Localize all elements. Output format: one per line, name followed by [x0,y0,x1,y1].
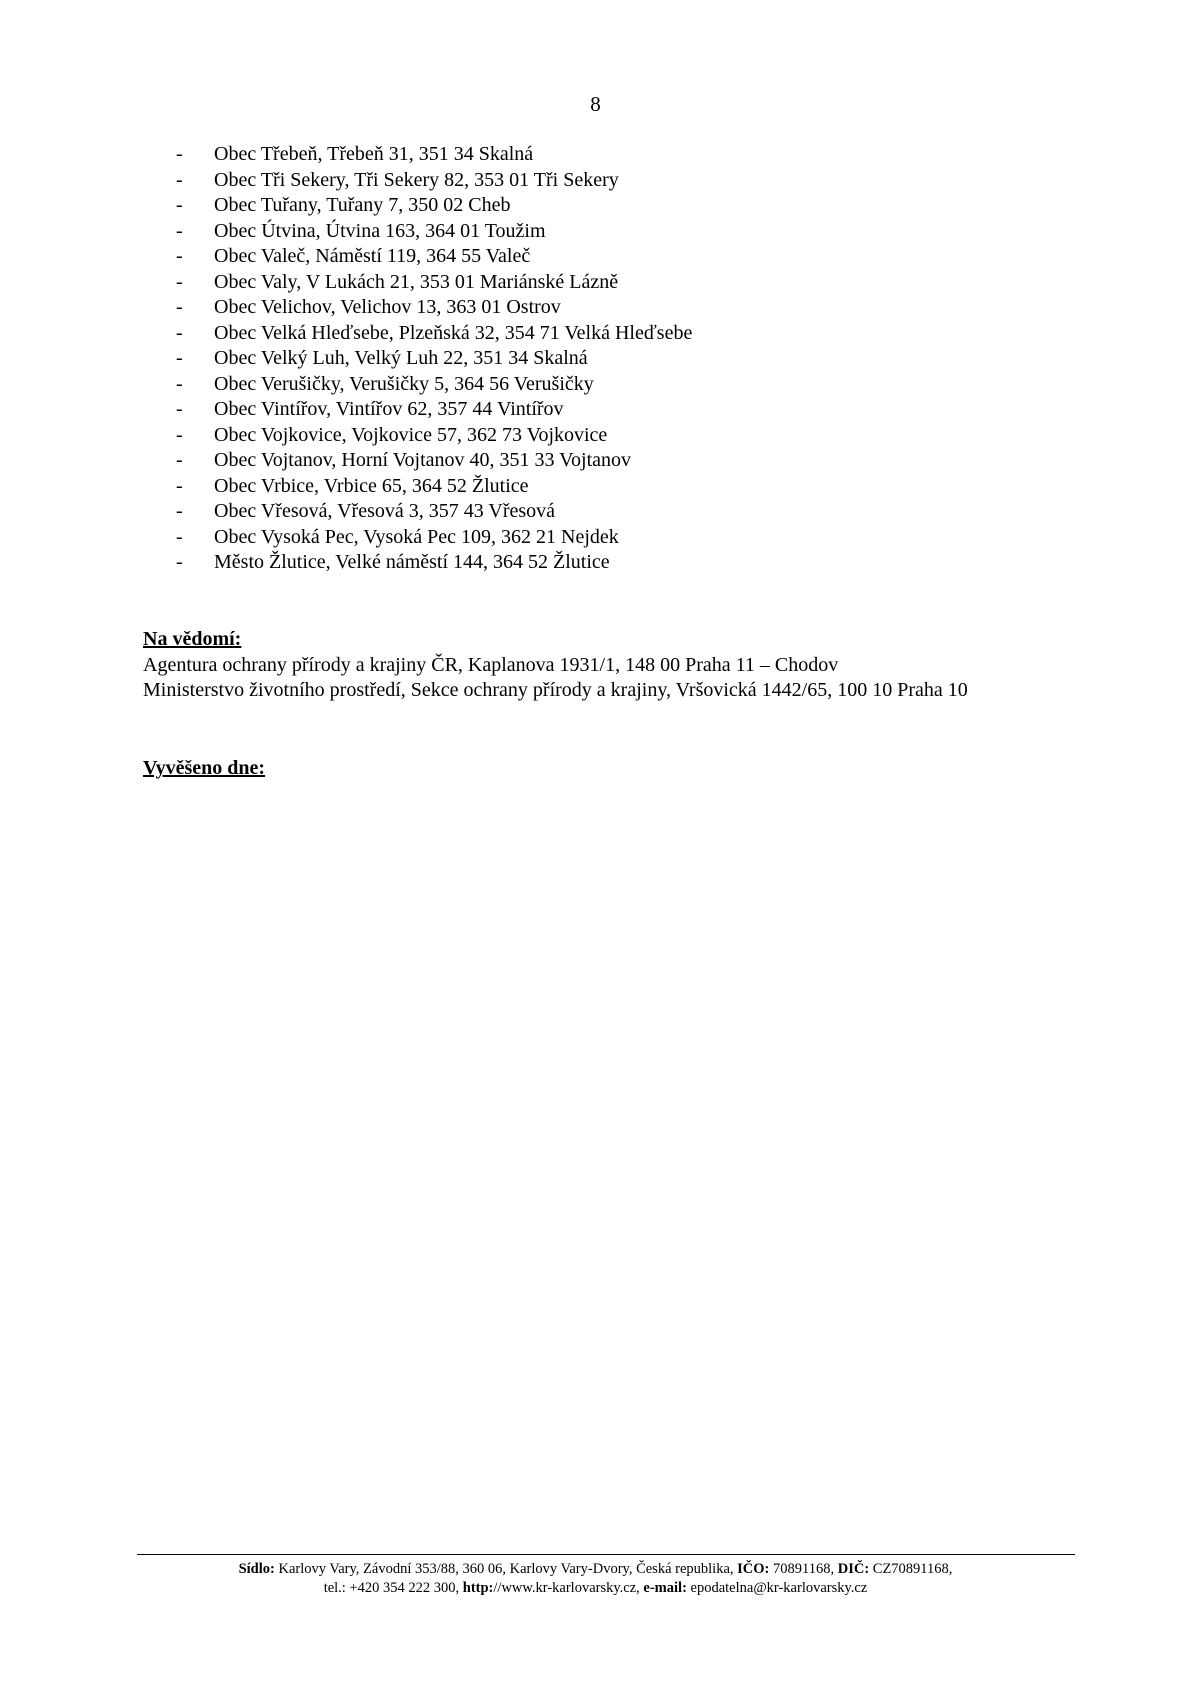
na-vedomi-heading: Na vědomí: [143,628,242,650]
list-item [176,448,692,474]
na-vedomi-line: Ministerstvo životního prostředí, Sekce ochrany přírody a krajiny, Vršovická 1442/65, 100 10 Praha 10 [143,679,968,701]
na-vedomi-section [143,627,968,704]
sidlo-text: Karlovy Vary, Závodní 353/88, 360 06, Karlovy Vary-Dvory, Česká republika, [274,1561,738,1577]
list-dash: - [176,398,183,420]
list-item [176,499,692,525]
email-label: e-mail: [643,1580,687,1596]
list-dash: - [176,474,183,497]
list-item [176,346,692,372]
recipient-list [176,142,692,576]
list-item [176,423,692,449]
list-dash: - [176,449,183,471]
vyveseno-section [143,756,265,782]
recipient-address: Obec Útvina, Útvina 163, 364 01 Toužim [214,219,546,242]
list-item [176,142,692,168]
list-dash: - [176,245,183,267]
list-item [176,244,692,270]
dic-label: DIČ: [837,1561,870,1577]
recipient-address: Obec Verušičky, Verušičky 5, 364 56 Verušičky [214,372,594,395]
list-dash: - [176,219,183,242]
list-dash: - [176,525,183,548]
list-dash: - [176,551,183,573]
recipient-address: Obec Vojkovice, Vojkovice 57, 362 73 Vojkovice [214,423,608,446]
list-item [176,168,692,194]
list-dash: - [176,143,183,165]
dic-value: CZ70891168, [869,1561,953,1577]
list-item [176,295,692,321]
recipient-address: Obec Vysoká Pec, Vysoká Pec 109, 362 21 Nejdek [214,525,619,548]
list-item [176,321,692,347]
sidlo-label: Sídlo: [238,1561,275,1577]
list-item [176,270,692,296]
list-item [176,550,692,576]
list-dash: - [176,194,183,216]
list-item [176,474,692,500]
tel-text: tel.: +420 354 222 300, [323,1580,463,1596]
footer-line-1 [0,1560,1191,1579]
recipient-address: Obec Tuřany, Tuřany 7, 350 02 Cheb [214,194,511,216]
recipient-address: Město Žlutice, Velké náměstí 144, 364 52 Žlutice [214,551,610,573]
email-link[interactable]: epodatelna@kr-karlovarsky.cz [686,1580,868,1596]
website-link[interactable]: //www.kr-karlovarsky.cz, [493,1580,644,1596]
recipient-address: Obec Vojtanov, Horní Vojtanov 40, 351 33 Vojtanov [214,449,632,471]
list-dash: - [176,296,183,318]
http-label: http: [462,1580,494,1596]
list-dash: - [176,270,183,293]
na-vedomi-line: Agentura ochrany přírody a krajiny ČR, Kaplanova 1931/1, 148 00 Praha 11 – Chodov [143,653,839,676]
list-item [176,193,692,219]
vyveseno-heading: Vyvěšeno dne: [143,757,266,779]
recipient-address: Obec Velká Hleďsebe, Plzeňská 32, 354 71 Velká Hleďsebe [214,321,693,344]
list-dash: - [176,500,183,522]
recipient-address: Obec Velký Luh, Velký Luh 22, 351 34 Skalná [214,347,588,369]
page-number: 8 [590,92,601,116]
recipient-address: Obec Valy, V Lukách 21, 353 01 Mariánské Lázně [214,270,619,293]
list-dash: - [176,321,183,344]
footer [0,1560,1191,1598]
footer-divider [137,1554,1075,1555]
recipient-address: Obec Valeč, Náměstí 119, 364 55 Valeč [214,245,531,267]
recipient-address: Obec Třebeň, Třebeň 31, 351 34 Skalná [214,143,534,165]
recipient-address: Obec Vřesová, Vřesová 3, 357 43 Vřesová [214,500,556,522]
list-item [176,397,692,423]
ico-label: IČO: [737,1561,770,1577]
footer-line-2 [0,1579,1191,1598]
recipient-address: Obec Velichov, Velichov 13, 363 01 Ostrov [214,296,561,318]
list-dash: - [176,423,183,446]
list-item [176,525,692,551]
recipient-address: Obec Vintířov, Vintířov 62, 357 44 Vintířov [214,398,564,420]
list-item [176,372,692,398]
list-item [176,219,692,245]
ico-value: 70891168, [769,1561,838,1577]
list-dash: - [176,347,183,369]
list-dash: - [176,168,183,191]
recipient-address: Obec Vrbice, Vrbice 65, 364 52 Žlutice [214,474,529,497]
recipient-address: Obec Tři Sekery, Tři Sekery 82, 353 01 Tři Sekery [214,168,619,191]
list-dash: - [176,372,183,395]
